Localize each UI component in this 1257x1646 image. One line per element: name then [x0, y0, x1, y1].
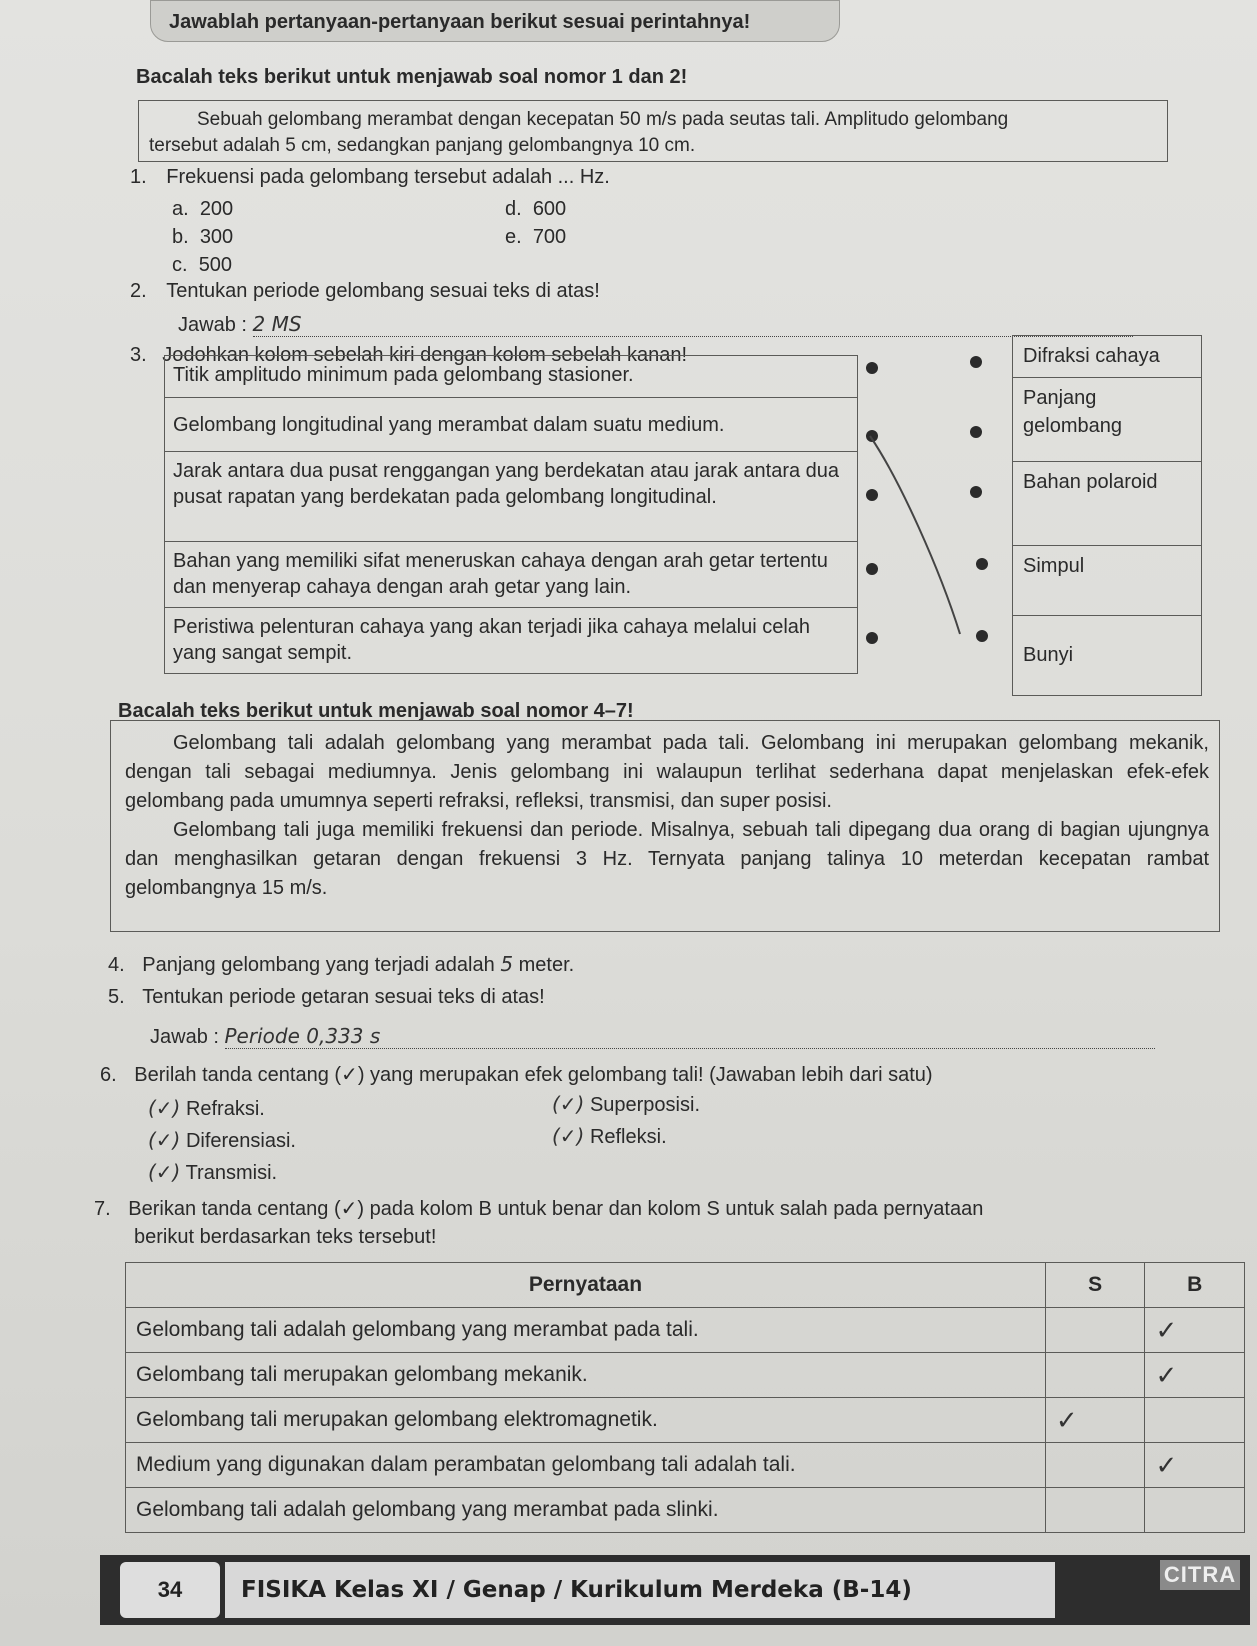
passage1-line1: Sebuah gelombang merambat dengan kecepatan 50 m/s pada seutas tali. Amplitudo gelombang [197, 109, 1009, 130]
table-row [126, 1353, 1245, 1398]
question-5 [108, 986, 545, 1009]
table-row [126, 1398, 1245, 1443]
match-left-item: Jarak antara dua pusat renggangan yang berdekatan atau jarak antara dua pusat rapatan yang berdekatan pada gelombang longitudinal. [165, 452, 857, 542]
match-right-item: Bahan polaroid [1013, 462, 1201, 546]
passage2-para2: Gelombang tali juga memiliki frekuensi dan periode. Misalnya, sebuah tali dipegang dua orang di bagian ujungnya dan menghasilkan getaran dengan frekuensi 3 Hz. Ternyata panjang talinya 10 meterdan kecepatan rambat gelombangnya 15 m/s. [125, 819, 1209, 899]
answer-field-2[interactable]: 2 MS [253, 312, 1133, 337]
question-2 [130, 280, 600, 303]
match-drawn-line [860, 420, 980, 650]
col-header-s: S [1045, 1263, 1145, 1308]
match-left-item: Gelombang longitudinal yang merambat dalam suatu medium. [165, 398, 857, 452]
statement-cell: Gelombang tali adalah gelombang yang merambat pada tali. [126, 1308, 1046, 1353]
question-1-text: Frekuensi pada gelombang tersebut adalah ... Hz. [166, 166, 610, 188]
statement-cell: Medium yang digunakan dalam perambatan gelombang tali adalah tali. [126, 1443, 1046, 1488]
option-b[interactable]: b. 300 [172, 226, 234, 248]
matching-right-column [1012, 335, 1202, 696]
page-header: Jawablah pertanyaan-pertanyaan berikut sesuai perintahnya! [150, 0, 840, 42]
statement-cell: Gelombang tali adalah gelombang yang merambat pada slinki. [126, 1488, 1046, 1533]
match-dot-left[interactable] [866, 362, 878, 374]
option-e[interactable]: e. 700 [505, 226, 567, 248]
passage-box-1 [138, 100, 1168, 162]
cell-b[interactable]: ✓ [1145, 1308, 1245, 1353]
table-row [126, 1308, 1245, 1353]
cell-s[interactable] [1045, 1308, 1145, 1353]
match-left-item: Titik amplitudo minimum pada gelombang stasioner. [165, 356, 857, 398]
question-4-number: 4. [108, 954, 125, 976]
cell-s[interactable] [1045, 1488, 1145, 1533]
passage-box-2 [110, 720, 1220, 932]
cell-s[interactable] [1045, 1443, 1145, 1488]
section2-intro: Bacalah teks berikut untuk menjawab soal nomor 4–7! [118, 700, 634, 722]
question-4 [108, 952, 574, 977]
match-left-item: Peristiwa pelenturan cahaya yang akan terjadi jika cahaya melalui celah yang sangat sempit. [165, 608, 857, 674]
answer-label: Jawab : [178, 314, 247, 336]
question-5-answer [150, 1024, 1155, 1049]
col-header-statement: Pernyataan [126, 1263, 1046, 1308]
check-superposisi[interactable]: (✓) Superposisi. [552, 1092, 700, 1116]
matching-left-column [164, 355, 858, 674]
question-1-number: 1. [130, 166, 147, 188]
publisher-logo: CITRA [1160, 1560, 1240, 1590]
question-5-number: 5. [108, 986, 125, 1008]
question-7-number: 7. [94, 1198, 111, 1220]
match-right-item: Simpul [1013, 546, 1201, 616]
statement-cell: Gelombang tali merupakan gelombang elektromagnetik. [126, 1398, 1046, 1443]
match-dot-right[interactable] [970, 356, 982, 368]
match-left-item: Bahan yang memiliki sifat meneruskan cahaya dengan arah getar tertentu dan menyerap cahaya dengan arah getar yang lain. [165, 542, 857, 608]
match-right-item: Panjang gelombang [1013, 378, 1201, 462]
check-diferensiasi[interactable]: (✓) Diferensiasi. [148, 1128, 296, 1152]
answer-label: Jawab : [150, 1026, 219, 1048]
question-2-number: 2. [130, 280, 147, 302]
answer-field-4[interactable]: 5 [500, 952, 514, 976]
option-a[interactable]: a. 200 [172, 198, 234, 220]
cell-b[interactable]: ✓ [1145, 1443, 1245, 1488]
question-3-text: Jodohkan kolom sebelah kiri dengan kolom sebelah kanan! [162, 344, 688, 366]
cell-b[interactable] [1145, 1398, 1245, 1443]
cell-s[interactable]: ✓ [1045, 1398, 1145, 1443]
table-row [126, 1443, 1245, 1488]
question-6-text: Berilah tanda centang (✓) yang merupakan efek gelombang tali! (Jawaban lebih dari satu) [134, 1064, 933, 1086]
check-refleksi[interactable]: (✓) Refleksi. [552, 1124, 667, 1148]
question-7 [94, 1196, 983, 1221]
question-4-text: Panjang gelombang yang terjadi adalah [142, 954, 495, 976]
question-5-text: Tentukan periode getaran sesuai teks di atas! [142, 986, 545, 1008]
statement-cell: Gelombang tali merupakan gelombang mekanik. [126, 1353, 1046, 1398]
answer-field-5[interactable]: Periode 0,333 s [225, 1024, 1155, 1049]
question-2-text: Tentukan periode gelombang sesuai teks di atas! [166, 280, 600, 302]
page-number: 34 [120, 1562, 220, 1618]
question-3-number: 3. [130, 344, 147, 366]
true-false-table [125, 1262, 1245, 1533]
question-1 [130, 166, 610, 189]
section1-intro: Bacalah teks berikut untuk menjawab soal nomor 1 dan 2! [136, 66, 688, 88]
cell-b[interactable]: ✓ [1145, 1353, 1245, 1398]
option-d[interactable]: d. 600 [505, 198, 567, 220]
table-row [126, 1488, 1245, 1533]
check-transmisi[interactable]: (✓) Transmisi. [148, 1160, 278, 1184]
option-c[interactable]: c. 500 [172, 254, 233, 276]
question-7-text: Berikan tanda centang (✓) pada kolom B untuk benar dan kolom S untuk salah pada pernyataan [128, 1198, 984, 1220]
book-title: FISIKA Kelas XI / Genap / Kurikulum Merdeka (B-14) [225, 1562, 1055, 1618]
match-right-item: Bunyi [1013, 616, 1201, 696]
passage2-para1: Gelombang tali adalah gelombang yang merambat pada tali. Gelombang ini merupakan gelombang mekanik, dengan tali sebagai mediumnya. Jenis gelombang ini walaupun terlihat sederhana dapat menjelaskan efek-efek gelombang pada umumnya seperti refraksi, refleksi, transmisi, dan super posisi. [125, 732, 1209, 812]
question-6-number: 6. [100, 1064, 117, 1086]
question-4-unit: meter. [518, 954, 575, 976]
cell-b[interactable] [1145, 1488, 1245, 1533]
passage1-line2: tersebut adalah 5 cm, sedangkan panjang gelombangnya 10 cm. [149, 135, 696, 156]
table-header-row [126, 1263, 1245, 1308]
match-right-item: Difraksi cahaya [1013, 336, 1201, 378]
cell-s[interactable] [1045, 1353, 1145, 1398]
check-refraksi[interactable]: (✓) Refraksi. [148, 1096, 265, 1120]
question-2-answer [178, 312, 1133, 337]
col-header-b: B [1145, 1263, 1245, 1308]
question-6 [100, 1062, 933, 1087]
question-7-text-line2: berikut berdasarkan teks tersebut! [134, 1226, 437, 1248]
